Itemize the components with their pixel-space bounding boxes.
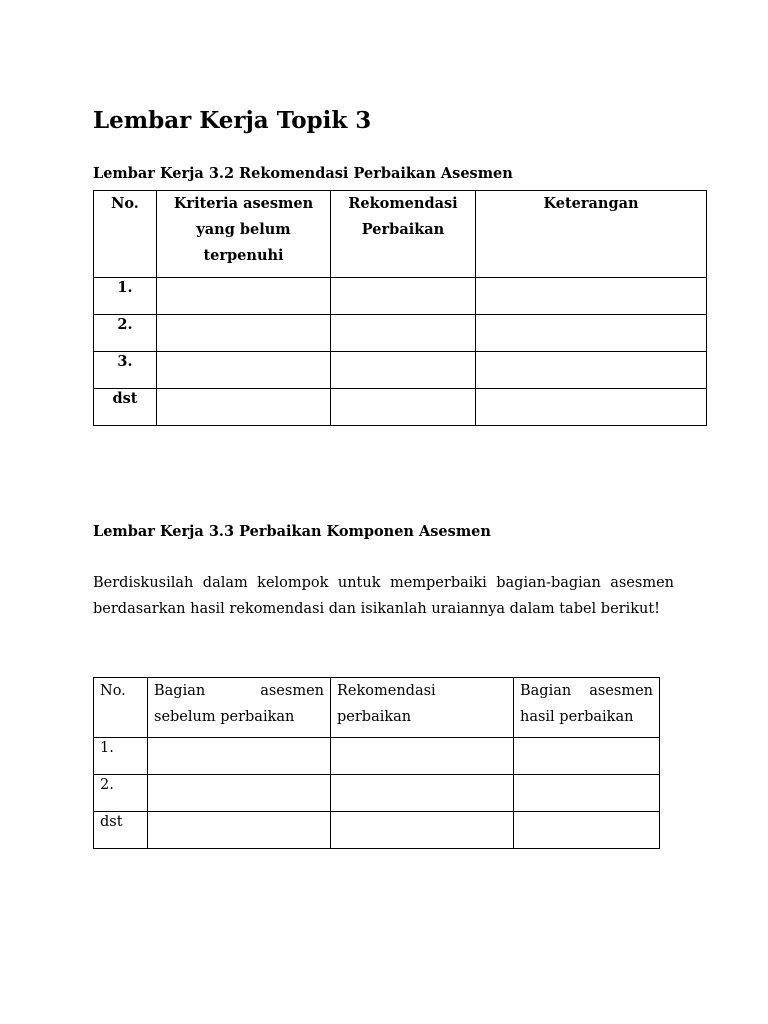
- row-number: dst: [94, 812, 148, 849]
- criteria-cell[interactable]: [157, 278, 331, 315]
- row-number: 2.: [94, 315, 157, 352]
- column-header-recommendation: Rekomendasi Perbaikan: [331, 191, 476, 278]
- section-heading-3-2: Lembar Kerja 3.2 Rekomendasi Perbaikan Asesmen: [93, 165, 513, 182]
- note-cell[interactable]: [476, 315, 707, 352]
- column-header-after: Bagian asesmen hasil perbaikan: [514, 678, 660, 738]
- column-header-criteria: Kriteria asesmen yang belum terpenuhi: [157, 191, 331, 278]
- component-improvement-table: [93, 677, 660, 849]
- recommendation-cell[interactable]: [331, 389, 476, 426]
- recommendation-table: [93, 190, 707, 426]
- after-cell[interactable]: [514, 738, 660, 775]
- row-number: 1.: [94, 738, 148, 775]
- section-heading-3-3: Lembar Kerja 3.3 Perbaikan Komponen Asesmen: [93, 523, 491, 540]
- column-header-no: No.: [94, 678, 148, 738]
- recommendation-cell[interactable]: [331, 738, 514, 775]
- row-number: 3.: [94, 352, 157, 389]
- table-row: [94, 389, 707, 426]
- criteria-cell[interactable]: [157, 389, 331, 426]
- recommendation-cell[interactable]: [331, 278, 476, 315]
- row-number: 1.: [94, 278, 157, 315]
- criteria-cell[interactable]: [157, 315, 331, 352]
- table-row: [94, 352, 707, 389]
- row-number: dst: [94, 389, 157, 426]
- after-cell[interactable]: [514, 812, 660, 849]
- recommendation-cell[interactable]: [331, 775, 514, 812]
- table-row: [94, 775, 660, 812]
- before-cell[interactable]: [148, 775, 331, 812]
- page-title: Lembar Kerja Topik 3: [93, 107, 372, 134]
- column-header-before: Bagian asesmen sebelum perbaikan: [148, 678, 331, 738]
- before-cell[interactable]: [148, 738, 331, 775]
- recommendation-cell[interactable]: [331, 812, 514, 849]
- note-cell[interactable]: [476, 278, 707, 315]
- table-row: [94, 812, 660, 849]
- note-cell[interactable]: [476, 352, 707, 389]
- after-cell[interactable]: [514, 775, 660, 812]
- table-row: [94, 315, 707, 352]
- instructions-paragraph: Berdiskusilah dalam kelompok untuk memperbaiki bagian-bagian asesmen berdasarkan hasil rekomendasi dan isikanlah uraiannya dalam tabel berikut!: [93, 575, 674, 617]
- criteria-cell[interactable]: [157, 352, 331, 389]
- table-header-row: [94, 191, 707, 278]
- column-header-no: No.: [94, 191, 157, 278]
- row-number: 2.: [94, 775, 148, 812]
- note-cell[interactable]: [476, 389, 707, 426]
- table-row: [94, 278, 707, 315]
- before-cell[interactable]: [148, 812, 331, 849]
- column-header-recommendation: Rekomendasi perbaikan: [331, 678, 514, 738]
- recommendation-cell[interactable]: [331, 315, 476, 352]
- column-header-note: Keterangan: [476, 191, 707, 278]
- table-header-row: [94, 678, 660, 738]
- recommendation-cell[interactable]: [331, 352, 476, 389]
- table-row: [94, 738, 660, 775]
